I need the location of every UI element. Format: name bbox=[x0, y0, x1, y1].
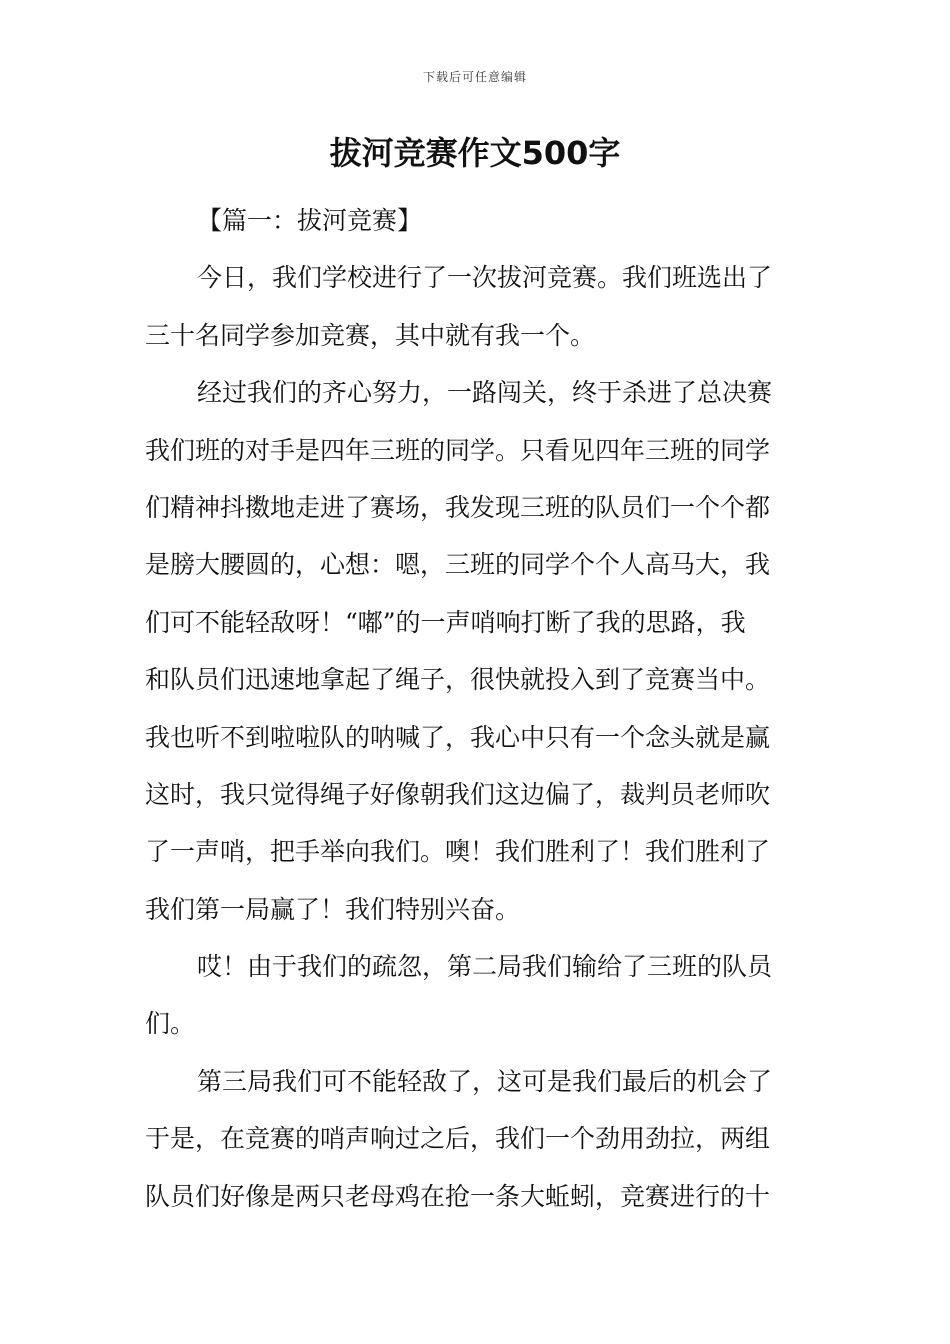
text-line: 们可不能轻敌呀！“嘟”的一声哨响打断了我的思路，我 bbox=[145, 607, 746, 637]
text-line: 第三局我们可不能轻敌了，这可是我们最后的机会了 bbox=[197, 1066, 773, 1096]
page-header: 下载后可任意编辑 bbox=[422, 70, 527, 84]
text-line: 队员们好像是两只老母鸡在抢一条大蚯蚓，竞赛进行的十 bbox=[145, 1181, 771, 1211]
text-line: 三十名同学参加竞赛，其中就有我一个。 bbox=[145, 320, 596, 350]
text-line: 我们第一局赢了！我们特别兴奋。 bbox=[145, 894, 521, 924]
text-line: 这时，我只觉得绳子好像朝我们这边偏了，裁判员老师吹 bbox=[145, 779, 771, 809]
text-line: 哎！由于我们的疏忽，第二局我们输给了三班的队员 bbox=[197, 952, 773, 982]
text-line: 们精神抖擞地走进了赛场，我发现三班的队员们一个个都 bbox=[145, 492, 771, 522]
document-title: 拔河竞赛作文500字 bbox=[329, 134, 621, 172]
text-line: 和队员们迅速地拿起了绳子，很快就投入到了竞赛当中。 bbox=[145, 665, 771, 695]
text-line: 了一声哨，把手举向我们。噢！我们胜利了！我们胜利了 bbox=[145, 837, 771, 867]
text-line: 我们班的对手是四年三班的同学。只看见四年三班的同学 bbox=[145, 435, 771, 465]
text-line: 们。 bbox=[145, 1009, 196, 1039]
text-line: 【篇一：拔河竞赛】 bbox=[197, 206, 423, 235]
text-line: 今日，我们学校进行了一次拔河竞赛。我们班选出了 bbox=[197, 263, 773, 293]
text-line: 是膀大腰圆的，心想：嗯，三班的同学个个人高马大，我 bbox=[145, 550, 771, 580]
text-line: 于是，在竞赛的哨声响过之后，我们一个劲用劲拉，两组 bbox=[145, 1124, 771, 1154]
text-line: 经过我们的齐心努力，一路闯关，终于杀进了总决赛 bbox=[197, 378, 773, 408]
document-body bbox=[145, 192, 810, 1225]
text-line: 我也听不到啦啦队的呐喊了，我心中只有一个念头就是赢 bbox=[145, 722, 771, 752]
